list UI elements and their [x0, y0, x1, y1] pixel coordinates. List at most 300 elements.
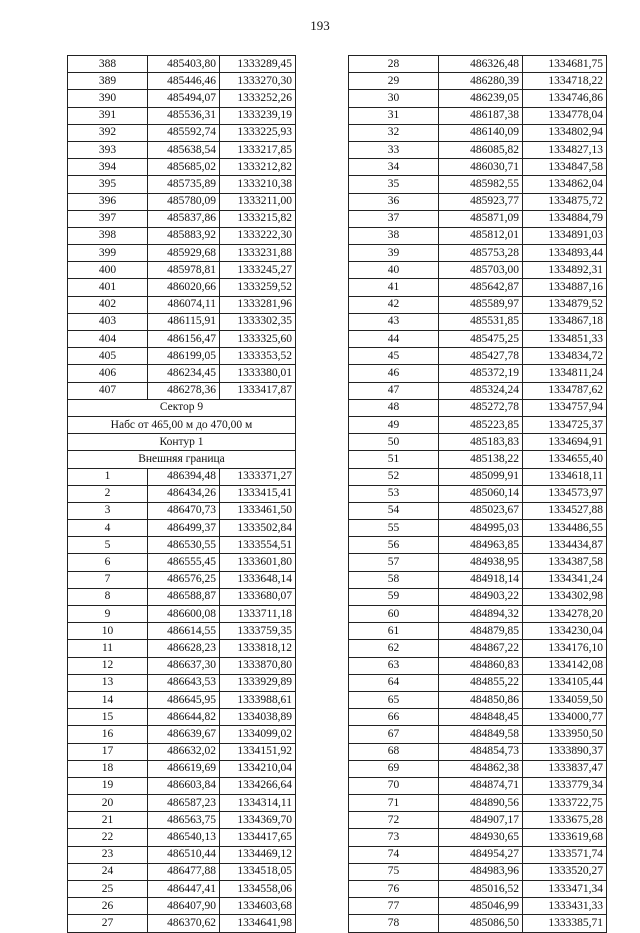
point-number: 71	[349, 795, 439, 812]
point-number: 17	[68, 743, 148, 760]
sector-range: Набс от 465,00 м до 470,00 м	[68, 416, 296, 433]
y-coordinate: 1334891,03	[523, 227, 607, 244]
y-coordinate: 1334210,04	[220, 760, 296, 777]
table-row	[349, 73, 607, 90]
x-coordinate: 486394,48	[148, 468, 220, 485]
table-row	[68, 829, 296, 846]
y-coordinate: 1334000,77	[523, 709, 607, 726]
point-number: 61	[349, 623, 439, 640]
x-coordinate: 485372,19	[439, 365, 523, 382]
y-coordinate: 1333711,18	[220, 606, 296, 623]
coordinates-table-left	[67, 55, 296, 933]
point-number: 389	[68, 73, 148, 90]
table-row	[349, 743, 607, 760]
x-coordinate: 486020,66	[148, 279, 220, 296]
y-coordinate: 1334527,88	[523, 502, 607, 519]
y-coordinate: 1333215,82	[220, 210, 296, 227]
x-coordinate: 485183,83	[439, 434, 523, 451]
point-number: 75	[349, 863, 439, 880]
x-coordinate: 486278,36	[148, 382, 220, 399]
point-number: 46	[349, 365, 439, 382]
y-coordinate: 1334887,16	[523, 279, 607, 296]
table-row	[68, 606, 296, 623]
table-row	[68, 571, 296, 588]
y-coordinate: 1334725,37	[523, 416, 607, 433]
y-coordinate: 1333380,01	[220, 365, 296, 382]
y-coordinate: 1334387,58	[523, 554, 607, 571]
point-number: 60	[349, 606, 439, 623]
x-coordinate: 486563,75	[148, 812, 220, 829]
point-number: 398	[68, 227, 148, 244]
table-row	[68, 795, 296, 812]
coordinates-table-right	[348, 55, 607, 933]
x-coordinate: 485929,68	[148, 245, 220, 262]
x-coordinate: 486199,05	[148, 348, 220, 365]
y-coordinate: 1334892,31	[523, 262, 607, 279]
table-row	[349, 760, 607, 777]
point-number: 392	[68, 124, 148, 141]
x-coordinate: 485446,46	[148, 73, 220, 90]
table-row	[349, 107, 607, 124]
x-coordinate: 485138,22	[439, 451, 523, 468]
y-coordinate: 1334778,04	[523, 107, 607, 124]
table-row	[349, 245, 607, 262]
y-coordinate: 1333417,87	[220, 382, 296, 399]
x-coordinate: 484848,45	[439, 709, 523, 726]
x-coordinate: 485016,52	[439, 881, 523, 898]
x-coordinate: 486632,02	[148, 743, 220, 760]
x-coordinate: 486530,55	[148, 537, 220, 554]
y-coordinate: 1334469,12	[220, 846, 296, 863]
y-coordinate: 1333619,68	[523, 829, 607, 846]
y-coordinate: 1334518,05	[220, 863, 296, 880]
point-number: 7	[68, 571, 148, 588]
point-number: 27	[68, 915, 148, 932]
point-number: 54	[349, 502, 439, 519]
table-row	[349, 520, 607, 537]
y-coordinate: 1334834,72	[523, 348, 607, 365]
y-coordinate: 1333601,80	[220, 554, 296, 571]
point-number: 11	[68, 640, 148, 657]
point-number: 57	[349, 554, 439, 571]
point-number: 76	[349, 881, 439, 898]
table-row	[349, 227, 607, 244]
point-number: 18	[68, 760, 148, 777]
point-number: 33	[349, 141, 439, 158]
point-number: 70	[349, 777, 439, 794]
table-row	[349, 606, 607, 623]
point-number: 53	[349, 485, 439, 502]
table-row	[68, 262, 296, 279]
y-coordinate: 1333759,35	[220, 623, 296, 640]
table-row	[68, 777, 296, 794]
table-row	[349, 726, 607, 743]
x-coordinate: 486187,38	[439, 107, 523, 124]
y-coordinate: 1333675,28	[523, 812, 607, 829]
table-row	[68, 56, 296, 73]
x-coordinate: 486085,82	[439, 141, 523, 158]
y-coordinate: 1334811,24	[523, 365, 607, 382]
y-coordinate: 1334142,08	[523, 657, 607, 674]
table-row	[349, 812, 607, 829]
y-coordinate: 1333461,50	[220, 502, 296, 519]
y-coordinate: 1333231,88	[220, 245, 296, 262]
x-coordinate: 485531,85	[439, 313, 523, 330]
y-coordinate: 1334099,02	[220, 726, 296, 743]
table-row	[349, 468, 607, 485]
point-number: 21	[68, 812, 148, 829]
y-coordinate: 1334266,64	[220, 777, 296, 794]
table-row	[349, 365, 607, 382]
table-row	[68, 382, 296, 399]
y-coordinate: 1333680,07	[220, 588, 296, 605]
y-coordinate: 1333211,00	[220, 193, 296, 210]
left-table-top-rows	[68, 56, 296, 400]
y-coordinate: 1334746,86	[523, 90, 607, 107]
x-coordinate: 486447,41	[148, 881, 220, 898]
table-row	[68, 760, 296, 777]
point-number: 42	[349, 296, 439, 313]
point-number: 4	[68, 520, 148, 537]
table-row	[68, 846, 296, 863]
x-coordinate: 484850,86	[439, 691, 523, 708]
right-table-rows	[349, 56, 607, 933]
point-number: 64	[349, 674, 439, 691]
table-row	[349, 210, 607, 227]
x-coordinate: 486555,45	[148, 554, 220, 571]
point-number: 404	[68, 331, 148, 348]
y-coordinate: 1333325,60	[220, 331, 296, 348]
y-coordinate: 1334105,44	[523, 674, 607, 691]
y-coordinate: 1333571,74	[523, 846, 607, 863]
y-coordinate: 1334230,04	[523, 623, 607, 640]
table-row	[68, 554, 296, 571]
point-number: 37	[349, 210, 439, 227]
point-number: 65	[349, 691, 439, 708]
x-coordinate: 484867,22	[439, 640, 523, 657]
table-row	[349, 554, 607, 571]
table-row	[349, 176, 607, 193]
point-number: 405	[68, 348, 148, 365]
point-number: 35	[349, 176, 439, 193]
x-coordinate: 486140,09	[439, 124, 523, 141]
point-number: 59	[349, 588, 439, 605]
x-coordinate: 485978,81	[148, 262, 220, 279]
boundary-title-row	[68, 451, 296, 468]
point-number: 43	[349, 313, 439, 330]
point-number: 32	[349, 124, 439, 141]
y-coordinate: 1333988,61	[220, 691, 296, 708]
table-row	[349, 141, 607, 158]
table-row	[68, 73, 296, 90]
table-row	[68, 691, 296, 708]
table-row	[68, 124, 296, 141]
x-coordinate: 484890,56	[439, 795, 523, 812]
x-coordinate: 486645,95	[148, 691, 220, 708]
x-coordinate: 485494,07	[148, 90, 220, 107]
table-row	[349, 90, 607, 107]
y-coordinate: 1334862,04	[523, 176, 607, 193]
x-coordinate: 485223,85	[439, 416, 523, 433]
table-row	[68, 468, 296, 485]
x-coordinate: 486510,44	[148, 846, 220, 863]
x-coordinate: 485272,78	[439, 399, 523, 416]
point-number: 396	[68, 193, 148, 210]
table-row	[349, 709, 607, 726]
table-row	[349, 416, 607, 433]
y-coordinate: 1333779,34	[523, 777, 607, 794]
y-coordinate: 1333210,38	[220, 176, 296, 193]
x-coordinate: 485753,28	[439, 245, 523, 262]
y-coordinate: 1333870,80	[220, 657, 296, 674]
x-coordinate: 484849,58	[439, 726, 523, 743]
table-row	[349, 795, 607, 812]
table-row	[68, 743, 296, 760]
x-coordinate: 486628,23	[148, 640, 220, 657]
y-coordinate: 1333245,27	[220, 262, 296, 279]
table-row	[68, 296, 296, 313]
x-coordinate: 485883,92	[148, 227, 220, 244]
y-coordinate: 1333270,30	[220, 73, 296, 90]
point-number: 30	[349, 90, 439, 107]
table-row	[68, 227, 296, 244]
table-row	[349, 382, 607, 399]
y-coordinate: 1334681,75	[523, 56, 607, 73]
point-number: 66	[349, 709, 439, 726]
point-number: 72	[349, 812, 439, 829]
point-number: 31	[349, 107, 439, 124]
x-coordinate: 486434,26	[148, 485, 220, 502]
point-number: 77	[349, 898, 439, 915]
point-number: 2	[68, 485, 148, 502]
table-row	[349, 623, 607, 640]
y-coordinate: 1334176,10	[523, 640, 607, 657]
table-row	[349, 640, 607, 657]
table-row	[68, 502, 296, 519]
x-coordinate: 484903,22	[439, 588, 523, 605]
x-coordinate: 485060,14	[439, 485, 523, 502]
point-number: 48	[349, 399, 439, 416]
table-row	[349, 331, 607, 348]
y-coordinate: 1333302,35	[220, 313, 296, 330]
y-coordinate: 1334341,24	[523, 571, 607, 588]
x-coordinate: 486156,47	[148, 331, 220, 348]
point-number: 388	[68, 56, 148, 73]
point-number: 390	[68, 90, 148, 107]
table-row	[349, 829, 607, 846]
table-row	[68, 348, 296, 365]
x-coordinate: 486470,73	[148, 502, 220, 519]
table-row	[349, 124, 607, 141]
point-number: 56	[349, 537, 439, 554]
x-coordinate: 485638,54	[148, 141, 220, 158]
x-coordinate: 484963,85	[439, 537, 523, 554]
point-number: 12	[68, 657, 148, 674]
y-coordinate: 1334641,98	[220, 915, 296, 932]
point-number: 391	[68, 107, 148, 124]
y-coordinate: 1334827,13	[523, 141, 607, 158]
point-number: 25	[68, 881, 148, 898]
x-coordinate: 486370,62	[148, 915, 220, 932]
table-row	[349, 674, 607, 691]
table-row	[349, 399, 607, 416]
point-number: 68	[349, 743, 439, 760]
y-coordinate: 1334847,58	[523, 159, 607, 176]
y-coordinate: 1333371,27	[220, 468, 296, 485]
table-row	[68, 709, 296, 726]
y-coordinate: 1333818,12	[220, 640, 296, 657]
x-coordinate: 486619,69	[148, 760, 220, 777]
point-number: 34	[349, 159, 439, 176]
table-row	[68, 898, 296, 915]
y-coordinate: 1334884,79	[523, 210, 607, 227]
y-coordinate: 1334417,65	[220, 829, 296, 846]
table-row	[349, 159, 607, 176]
point-number: 20	[68, 795, 148, 812]
sector-title-row	[68, 399, 296, 416]
table-row	[68, 313, 296, 330]
y-coordinate: 1333222,30	[220, 227, 296, 244]
point-number: 49	[349, 416, 439, 433]
x-coordinate: 484938,95	[439, 554, 523, 571]
table-row	[349, 262, 607, 279]
y-coordinate: 1334851,33	[523, 331, 607, 348]
y-coordinate: 1333353,52	[220, 348, 296, 365]
table-row	[349, 56, 607, 73]
table-row	[68, 485, 296, 502]
y-coordinate: 1333929,89	[220, 674, 296, 691]
table-row	[68, 245, 296, 262]
point-number: 407	[68, 382, 148, 399]
y-coordinate: 1333281,96	[220, 296, 296, 313]
point-number: 62	[349, 640, 439, 657]
table-row	[68, 159, 296, 176]
y-coordinate: 1333890,37	[523, 743, 607, 760]
y-coordinate: 1333259,52	[220, 279, 296, 296]
table-row	[68, 176, 296, 193]
x-coordinate: 485982,55	[439, 176, 523, 193]
sector-header	[68, 399, 296, 468]
x-coordinate: 485685,02	[148, 159, 220, 176]
point-number: 3	[68, 502, 148, 519]
y-coordinate: 1333239,19	[220, 107, 296, 124]
table-row	[349, 881, 607, 898]
x-coordinate: 484874,71	[439, 777, 523, 794]
x-coordinate: 486074,11	[148, 296, 220, 313]
x-coordinate: 485536,31	[148, 107, 220, 124]
point-number: 400	[68, 262, 148, 279]
x-coordinate: 484930,65	[439, 829, 523, 846]
x-coordinate: 486239,05	[439, 90, 523, 107]
table-row	[349, 846, 607, 863]
y-coordinate: 1334718,22	[523, 73, 607, 90]
table-row	[68, 863, 296, 880]
contour-title: Контур 1	[68, 434, 296, 451]
contour-title-row	[68, 434, 296, 451]
y-coordinate: 1334369,70	[220, 812, 296, 829]
table-row	[349, 434, 607, 451]
table-row	[349, 313, 607, 330]
table-row	[68, 107, 296, 124]
point-number: 24	[68, 863, 148, 880]
point-number: 15	[68, 709, 148, 726]
y-coordinate: 1333502,84	[220, 520, 296, 537]
point-number: 63	[349, 657, 439, 674]
x-coordinate: 485780,09	[148, 193, 220, 210]
y-coordinate: 1333252,26	[220, 90, 296, 107]
y-coordinate: 1334802,94	[523, 124, 607, 141]
table-row	[68, 623, 296, 640]
table-row	[68, 537, 296, 554]
point-number: 402	[68, 296, 148, 313]
y-coordinate: 1333648,14	[220, 571, 296, 588]
y-coordinate: 1334618,11	[523, 468, 607, 485]
x-coordinate: 486115,91	[148, 313, 220, 330]
y-coordinate: 1334302,98	[523, 588, 607, 605]
y-coordinate: 1334893,44	[523, 245, 607, 262]
y-coordinate: 1334278,20	[523, 606, 607, 623]
table-row	[349, 296, 607, 313]
y-coordinate: 1333217,85	[220, 141, 296, 158]
x-coordinate: 485812,01	[439, 227, 523, 244]
table-row	[68, 657, 296, 674]
table-row	[349, 193, 607, 210]
point-number: 8	[68, 588, 148, 605]
x-coordinate: 485023,67	[439, 502, 523, 519]
point-number: 40	[349, 262, 439, 279]
y-coordinate: 1334655,40	[523, 451, 607, 468]
x-coordinate: 486639,67	[148, 726, 220, 743]
x-coordinate: 486030,71	[439, 159, 523, 176]
table-row	[68, 365, 296, 382]
y-coordinate: 1333722,75	[523, 795, 607, 812]
page-number: 193	[310, 18, 330, 33]
sector-title: Сектор 9	[68, 399, 296, 416]
point-number: 399	[68, 245, 148, 262]
point-number: 401	[68, 279, 148, 296]
point-number: 5	[68, 537, 148, 554]
x-coordinate: 485475,25	[439, 331, 523, 348]
x-coordinate: 485324,24	[439, 382, 523, 399]
x-coordinate: 485403,80	[148, 56, 220, 73]
y-coordinate: 1334486,55	[523, 520, 607, 537]
y-coordinate: 1333554,51	[220, 537, 296, 554]
x-coordinate: 485703,00	[439, 262, 523, 279]
x-coordinate: 485837,86	[148, 210, 220, 227]
point-number: 397	[68, 210, 148, 227]
x-coordinate: 486407,90	[148, 898, 220, 915]
x-coordinate: 486326,48	[439, 56, 523, 73]
y-coordinate: 1333212,82	[220, 159, 296, 176]
x-coordinate: 484862,38	[439, 760, 523, 777]
point-number: 406	[68, 365, 148, 382]
point-number: 41	[349, 279, 439, 296]
x-coordinate: 486588,87	[148, 588, 220, 605]
table-row	[349, 777, 607, 794]
x-coordinate: 484907,17	[439, 812, 523, 829]
y-coordinate: 1334867,18	[523, 313, 607, 330]
table-row	[349, 348, 607, 365]
x-coordinate: 485046,99	[439, 898, 523, 915]
x-coordinate: 485871,09	[439, 210, 523, 227]
table-row	[68, 279, 296, 296]
sector-range-row	[68, 416, 296, 433]
x-coordinate: 486234,45	[148, 365, 220, 382]
y-coordinate: 1333289,45	[220, 56, 296, 73]
y-coordinate: 1334603,68	[220, 898, 296, 915]
point-number: 36	[349, 193, 439, 210]
x-coordinate: 486477,88	[148, 863, 220, 880]
